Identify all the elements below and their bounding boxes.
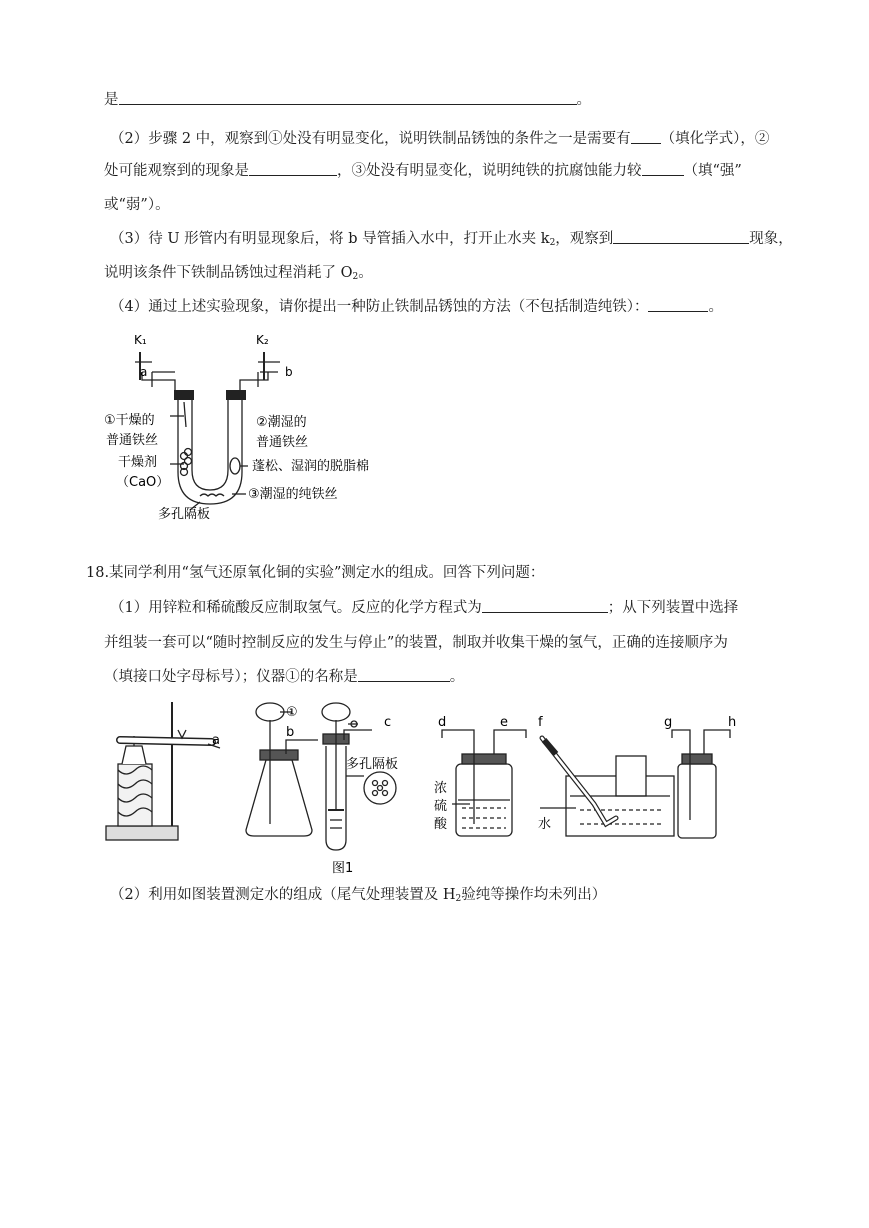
answer-blank[interactable] [642,161,684,176]
text: 处可能观察到的现象是 [104,163,249,179]
stopper-left [174,390,194,400]
text: 。 [358,265,373,281]
label-water: 水 [538,817,552,832]
apparatus-figure [96,700,766,880]
text-line-3 [104,161,742,181]
text: 说明该条件下铁制品锈蚀过程消耗了 O [104,265,353,281]
label-cao: （CaO） [116,475,170,490]
label-c: c [384,715,392,730]
answer-blank[interactable] [119,90,577,105]
text: 验纯等操作均未列出） [461,887,607,903]
text: 。 [708,299,723,315]
label-b: b [285,365,293,379]
stopper-right [226,390,246,400]
label-1: ①干燥的 [104,413,155,428]
text: 或“弱”）。 [104,197,170,213]
text: 是 [104,92,119,108]
label-acid-3: 酸 [434,817,448,832]
label-e: e [500,715,508,730]
text: （3）待 U 形管内有明显现象后，将 b 导管插入水中，打开止水夹 k [110,231,550,247]
text-line-1 [104,90,591,110]
label-g: g [664,715,673,730]
text: ，③处没有明显变化，说明纯铁的抗腐蚀能力较 [337,163,642,179]
text: ，观察到 [555,231,614,247]
text: 并组装一套可以“随时控制反应的发生与停止”的装置，制取并收集干燥的氢气，正确的连接顺序为 [104,635,728,651]
subscript: 2 [352,272,359,282]
text-line-5 [110,229,793,253]
text: 18.某同学利用“氢气还原氧化铜的实验”测定水的组成。回答下列问题： [86,565,545,581]
text: 。 [449,669,465,685]
q18-line-2 [110,598,738,618]
label-1b: 普通铁丝 [106,433,159,448]
label-h: h [728,715,737,730]
q18-line-4 [104,667,464,687]
text-line-6 [104,263,373,287]
label-f: f [538,715,543,730]
label-cotton: 蓬松、湿润的脱脂棉 [252,459,370,474]
text-line-4 [104,195,170,215]
label-a: a [212,733,220,748]
text: （2）步骤 2 中，观察到①处没有明显变化，说明铁制品锈蚀的条件之一是需要有 [110,131,631,147]
label-desiccant: 干燥剂 [118,455,158,470]
label-2b: 普通铁丝 [256,435,309,450]
text: （填化学式），② [660,131,770,147]
q18-line-5 [110,885,606,909]
label-acid-2: 硫 [434,799,448,814]
text: 现象， [749,231,793,247]
label-porous-plate: 多孔隔板 [346,757,399,772]
label-d: d [438,715,447,730]
subscript: 2 [455,894,462,904]
subscript: 2 [549,238,556,248]
label-a: a [140,365,148,379]
label-b: b [286,725,295,740]
answer-blank[interactable] [249,161,337,176]
label-3: ③潮湿的纯铁丝 [248,487,338,502]
q18-line-3 [104,633,728,653]
u-tube-figure [100,332,430,527]
text: ；从下列装置中选择 [607,600,739,616]
label-2: ②潮湿的 [256,415,307,430]
answer-blank[interactable] [482,598,608,613]
answer-blank[interactable] [613,229,749,244]
text: （填“强” [683,163,742,179]
answer-blank[interactable] [648,297,708,312]
text: （2）利用如图装置测定水的组成（尾气处理装置及 H [110,887,456,903]
label-instrument-1: ① [286,705,298,720]
text: （填接口处字母标号）；仪器①的名称是 [104,669,358,685]
q18-line-1 [86,563,544,583]
label-k1: K₁ [134,333,147,347]
text: （1）用锌粒和稀硫酸反应制取氢气。反应的化学方程式为 [110,600,482,616]
label-acid-1: 浓 [434,781,448,796]
answer-blank[interactable] [631,129,661,144]
text: （4）通过上述实验现象，请你提出一种防止铁制品锈蚀的方法（不包括制造纯铁）： [110,299,649,315]
figure-caption: 图1 [332,861,354,876]
text-line-7 [110,297,723,317]
label-plate: 多孔隔板 [158,507,211,522]
answer-blank[interactable] [358,667,450,682]
text: 。 [576,92,591,108]
text-line-2 [110,129,769,149]
label-k2: K₂ [256,333,269,347]
